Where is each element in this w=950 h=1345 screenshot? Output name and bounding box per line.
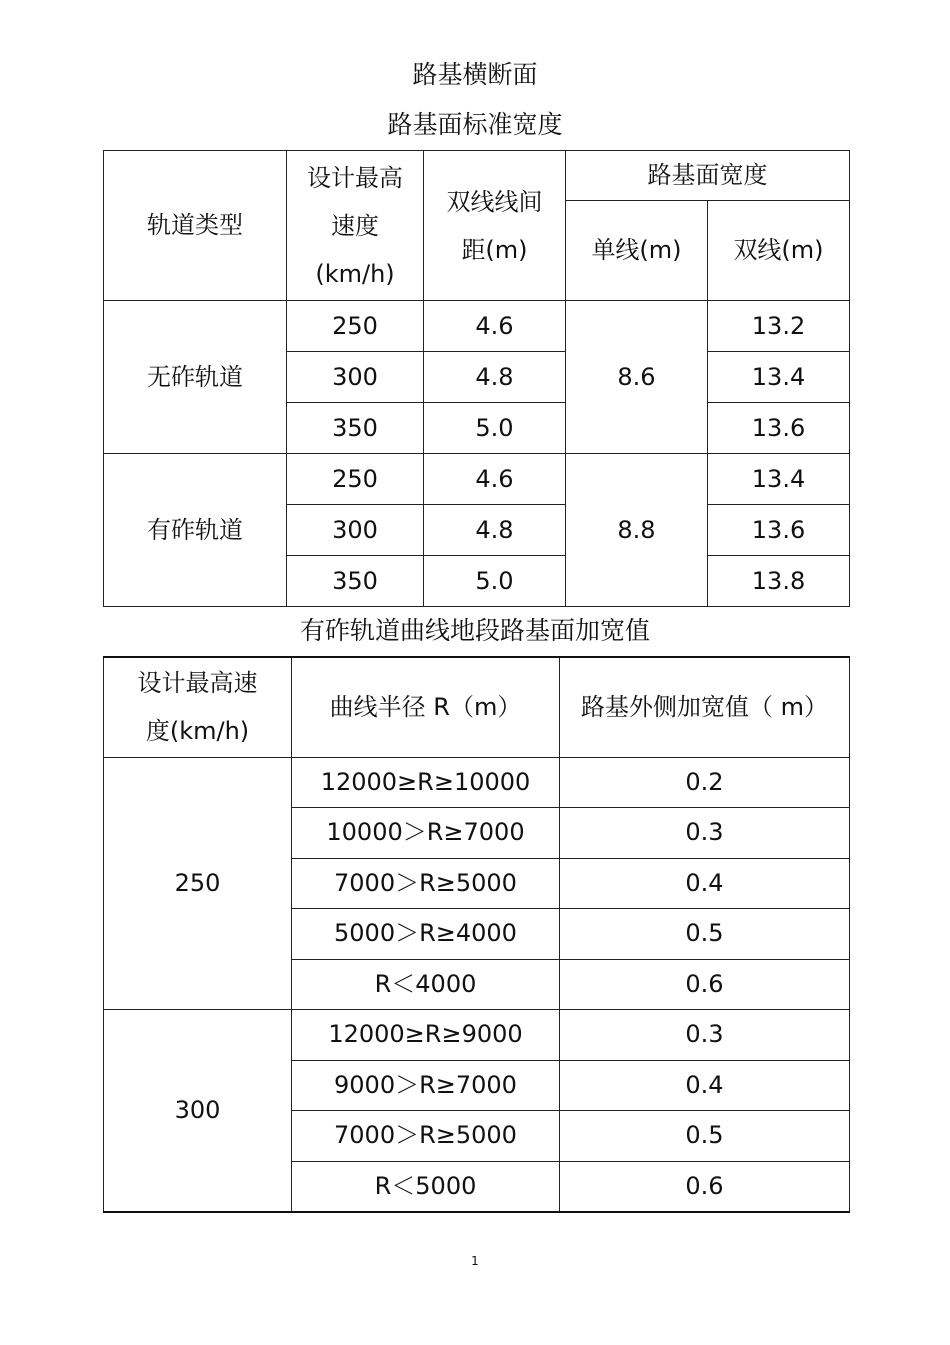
header-design-speed: 设计最高 速度 (km/h) (287, 151, 424, 301)
double-width-cell: 13.6 (708, 505, 850, 556)
radius-cell: 7000＞R≥5000 (292, 1111, 560, 1162)
curve-widening-table (103, 656, 850, 1213)
speed-cell: 250 (287, 454, 424, 505)
radius-cell: 10000＞R≥7000 (292, 808, 560, 859)
spacing-cell: 4.6 (424, 454, 566, 505)
speed-cell: 300 (287, 352, 424, 403)
double-width-cell: 13.2 (708, 301, 850, 352)
table1-caption: 路基面标准宽度 (387, 110, 563, 139)
speed-cell: 350 (287, 403, 424, 454)
speed-cell: 300 (104, 1010, 292, 1212)
spacing-cell: 4.6 (424, 301, 566, 352)
radius-cell: 5000＞R≥4000 (292, 909, 560, 960)
header-line-spacing: 双线线间 距(m) (424, 151, 566, 301)
radius-cell: R＜5000 (292, 1161, 560, 1212)
widening-cell: 0.2 (560, 757, 850, 808)
track-type-cell: 无砟轨道 (104, 301, 287, 454)
radius-cell: R＜4000 (292, 959, 560, 1010)
radius-cell: 12000≥R≥10000 (292, 757, 560, 808)
header-double-line: 双线(m) (708, 201, 850, 301)
radius-cell: 12000≥R≥9000 (292, 1010, 560, 1061)
spacing-cell: 4.8 (424, 352, 566, 403)
double-width-cell: 13.4 (708, 352, 850, 403)
table-row (104, 301, 850, 352)
track-type-cell: 有砟轨道 (104, 454, 287, 607)
speed-cell: 250 (104, 757, 292, 1010)
header-roadbed-width: 路基面宽度 (566, 151, 850, 201)
speed-cell: 350 (287, 556, 424, 607)
radius-cell: 7000＞R≥5000 (292, 858, 560, 909)
header-single-line: 单线(m) (566, 201, 708, 301)
widening-cell: 0.4 (560, 858, 850, 909)
spacing-cell: 5.0 (424, 403, 566, 454)
double-width-cell: 13.6 (708, 403, 850, 454)
table-row (104, 757, 850, 808)
spacing-cell: 4.8 (424, 505, 566, 556)
header-track-type: 轨道类型 (104, 151, 287, 301)
roadbed-width-table (103, 150, 850, 607)
widening-cell: 0.4 (560, 1060, 850, 1111)
speed-cell: 300 (287, 505, 424, 556)
header-curve-radius: 曲线半径 R（m） (292, 657, 560, 757)
speed-cell: 250 (287, 301, 424, 352)
double-width-cell: 13.8 (708, 556, 850, 607)
widening-cell: 0.5 (560, 1111, 850, 1162)
single-width-cell: 8.6 (566, 301, 708, 454)
widening-cell: 0.3 (560, 808, 850, 859)
single-width-cell: 8.8 (566, 454, 708, 607)
widening-cell: 0.3 (560, 1010, 850, 1061)
widening-cell: 0.6 (560, 1161, 850, 1212)
widening-cell: 0.6 (560, 959, 850, 1010)
double-width-cell: 13.4 (708, 454, 850, 505)
header-design-speed: 设计最高速 度(km/h) (104, 657, 292, 757)
widening-cell: 0.5 (560, 909, 850, 960)
spacing-cell: 5.0 (424, 556, 566, 607)
table-row (104, 1010, 850, 1061)
page-number: 1 (471, 1254, 479, 1268)
table-row (104, 454, 850, 505)
table2-caption: 有砟轨道曲线地段路基面加宽值 (299, 616, 650, 645)
header-widening-value: 路基外侧加宽值（ m） (560, 657, 850, 757)
page-title: 路基横断面 (412, 60, 538, 89)
radius-cell: 9000＞R≥7000 (292, 1060, 560, 1111)
